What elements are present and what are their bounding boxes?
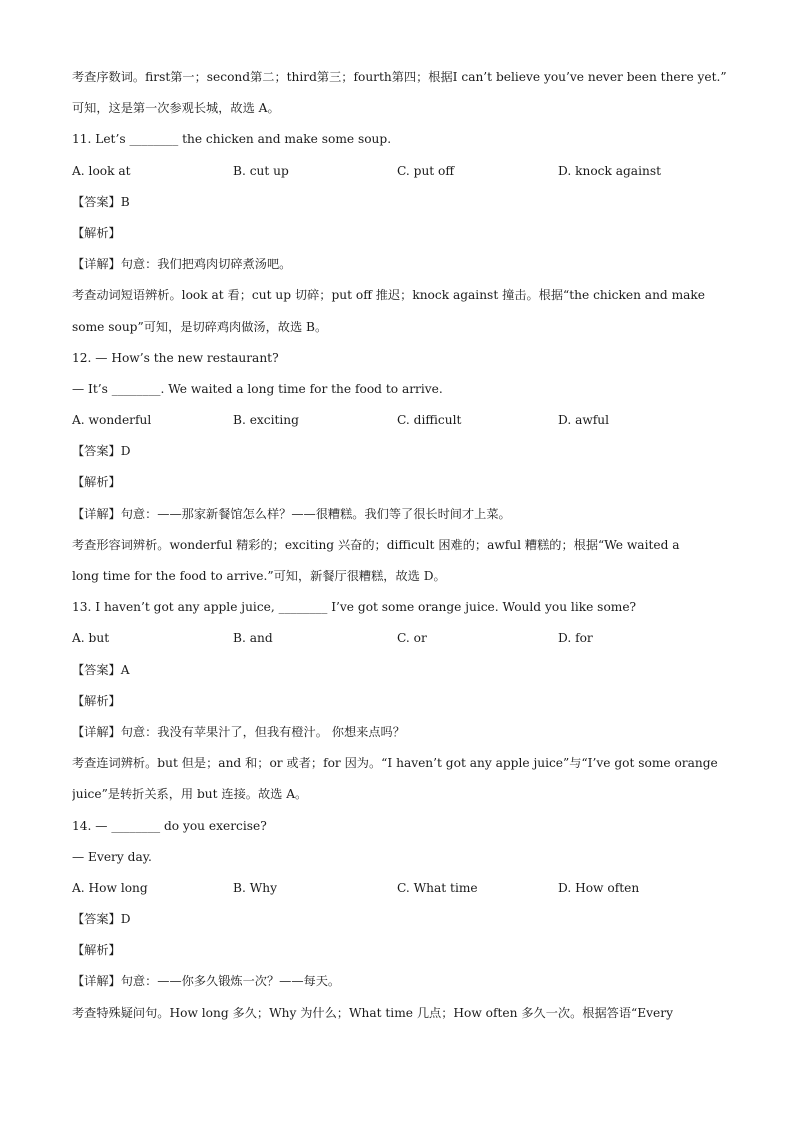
detail-line: 【详解】句意：——你多久锻炼一次？——每天。 <box>72 974 341 989</box>
option-a: A. look at <box>72 163 131 178</box>
detail-line: 【详解】句意：我们把鸡肉切碎煮汤吧。 <box>72 257 292 272</box>
option-d: D. knock against <box>558 163 661 178</box>
option-b: B. cut up <box>233 163 289 178</box>
question-stem: 12. — How’s the new restaurant? <box>72 350 279 365</box>
option-a: A. but <box>72 631 110 646</box>
answer-line: 【答案】D <box>72 444 131 459</box>
explanation-line: 考查连词辨析。but 但是；and 和；or 或者；for 因为。“I haven’t got any apple juice”与“I’ve got some orange <box>72 756 718 771</box>
analysis-label: 【解析】 <box>72 225 121 240</box>
question-stem: — It’s ________. We waited a long time for the food to arrive. <box>72 381 443 396</box>
explanation-line: 考查形容词辨析。wonderful 精彩的；exciting 兴奋的；difficult 困难的；awful 糟糕的；根据“We waited a <box>72 537 680 552</box>
option-b: B. exciting <box>233 413 299 428</box>
option-d: D. awful <box>558 413 610 428</box>
answer-options <box>72 156 732 187</box>
detail-line: 【详解】句意：我没有苹果汁了，但我有橙汁。 你想来点吗？ <box>72 724 405 739</box>
question-stem: 11. Let’s ________ the chicken and make some soup. <box>72 132 392 147</box>
option-d: D. for <box>558 631 593 646</box>
analysis-label: 【解析】 <box>72 943 121 958</box>
option-b: B. Why <box>233 880 277 895</box>
answer-options <box>72 623 732 654</box>
option-b: B. and <box>233 631 273 646</box>
question-stem: 14. — ________ do you exercise? <box>72 818 267 833</box>
explanation-line: 考查动词短语辨析。look at 看；cut up 切碎；put off 推迟；knock against 撞击。根据“the chicken and make <box>72 288 706 303</box>
detail-line: 【详解】句意：——那家新餐馆怎么样？——很糟糕。我们等了很长时间才上菜。 <box>72 506 511 521</box>
answer-options <box>72 405 732 436</box>
answer-line: 【答案】D <box>72 912 131 927</box>
question-stem: — Every day. <box>72 849 152 864</box>
option-d: D. How often <box>558 880 640 895</box>
answer-line: 【答案】A <box>72 662 130 677</box>
option-a: A. How long <box>72 880 148 895</box>
intro-line: 可知，这是第一次参观长城，故选 A。 <box>72 101 280 116</box>
answer-options <box>72 873 732 904</box>
option-a: A. wonderful <box>72 413 152 428</box>
option-c: C. or <box>397 631 427 646</box>
explanation-line: long time for the food to arrive.”可知，新餐厅很糟糕，故选 D。 <box>72 569 446 583</box>
explanation-line: some soup”可知，是切碎鸡肉做汤，故选 B。 <box>72 319 328 334</box>
analysis-label: 【解析】 <box>72 693 121 708</box>
explanation-line: 考查特殊疑问句。How long 多久；Why 为什么；What time 几点；How often 多久一次。根据答语“Every <box>72 1005 673 1020</box>
analysis-label: 【解析】 <box>72 475 121 490</box>
option-c: C. put off <box>397 163 455 178</box>
intro-line: 考查序数词。first第一；second第二；third第三；fourth第四；根据I can’t believe you’ve never been there yet.” <box>72 70 727 84</box>
option-c: C. What time <box>397 880 478 895</box>
question-stem: 13. I haven’t got any apple juice, ________ I’ve got some orange juice. Would you like some? <box>72 600 637 615</box>
option-c: C. difficult <box>397 413 462 428</box>
explanation-line: juice”是转折关系，用 but 连接。故选 A。 <box>72 787 308 802</box>
document-page <box>72 62 732 1029</box>
answer-line: 【答案】B <box>72 194 130 209</box>
